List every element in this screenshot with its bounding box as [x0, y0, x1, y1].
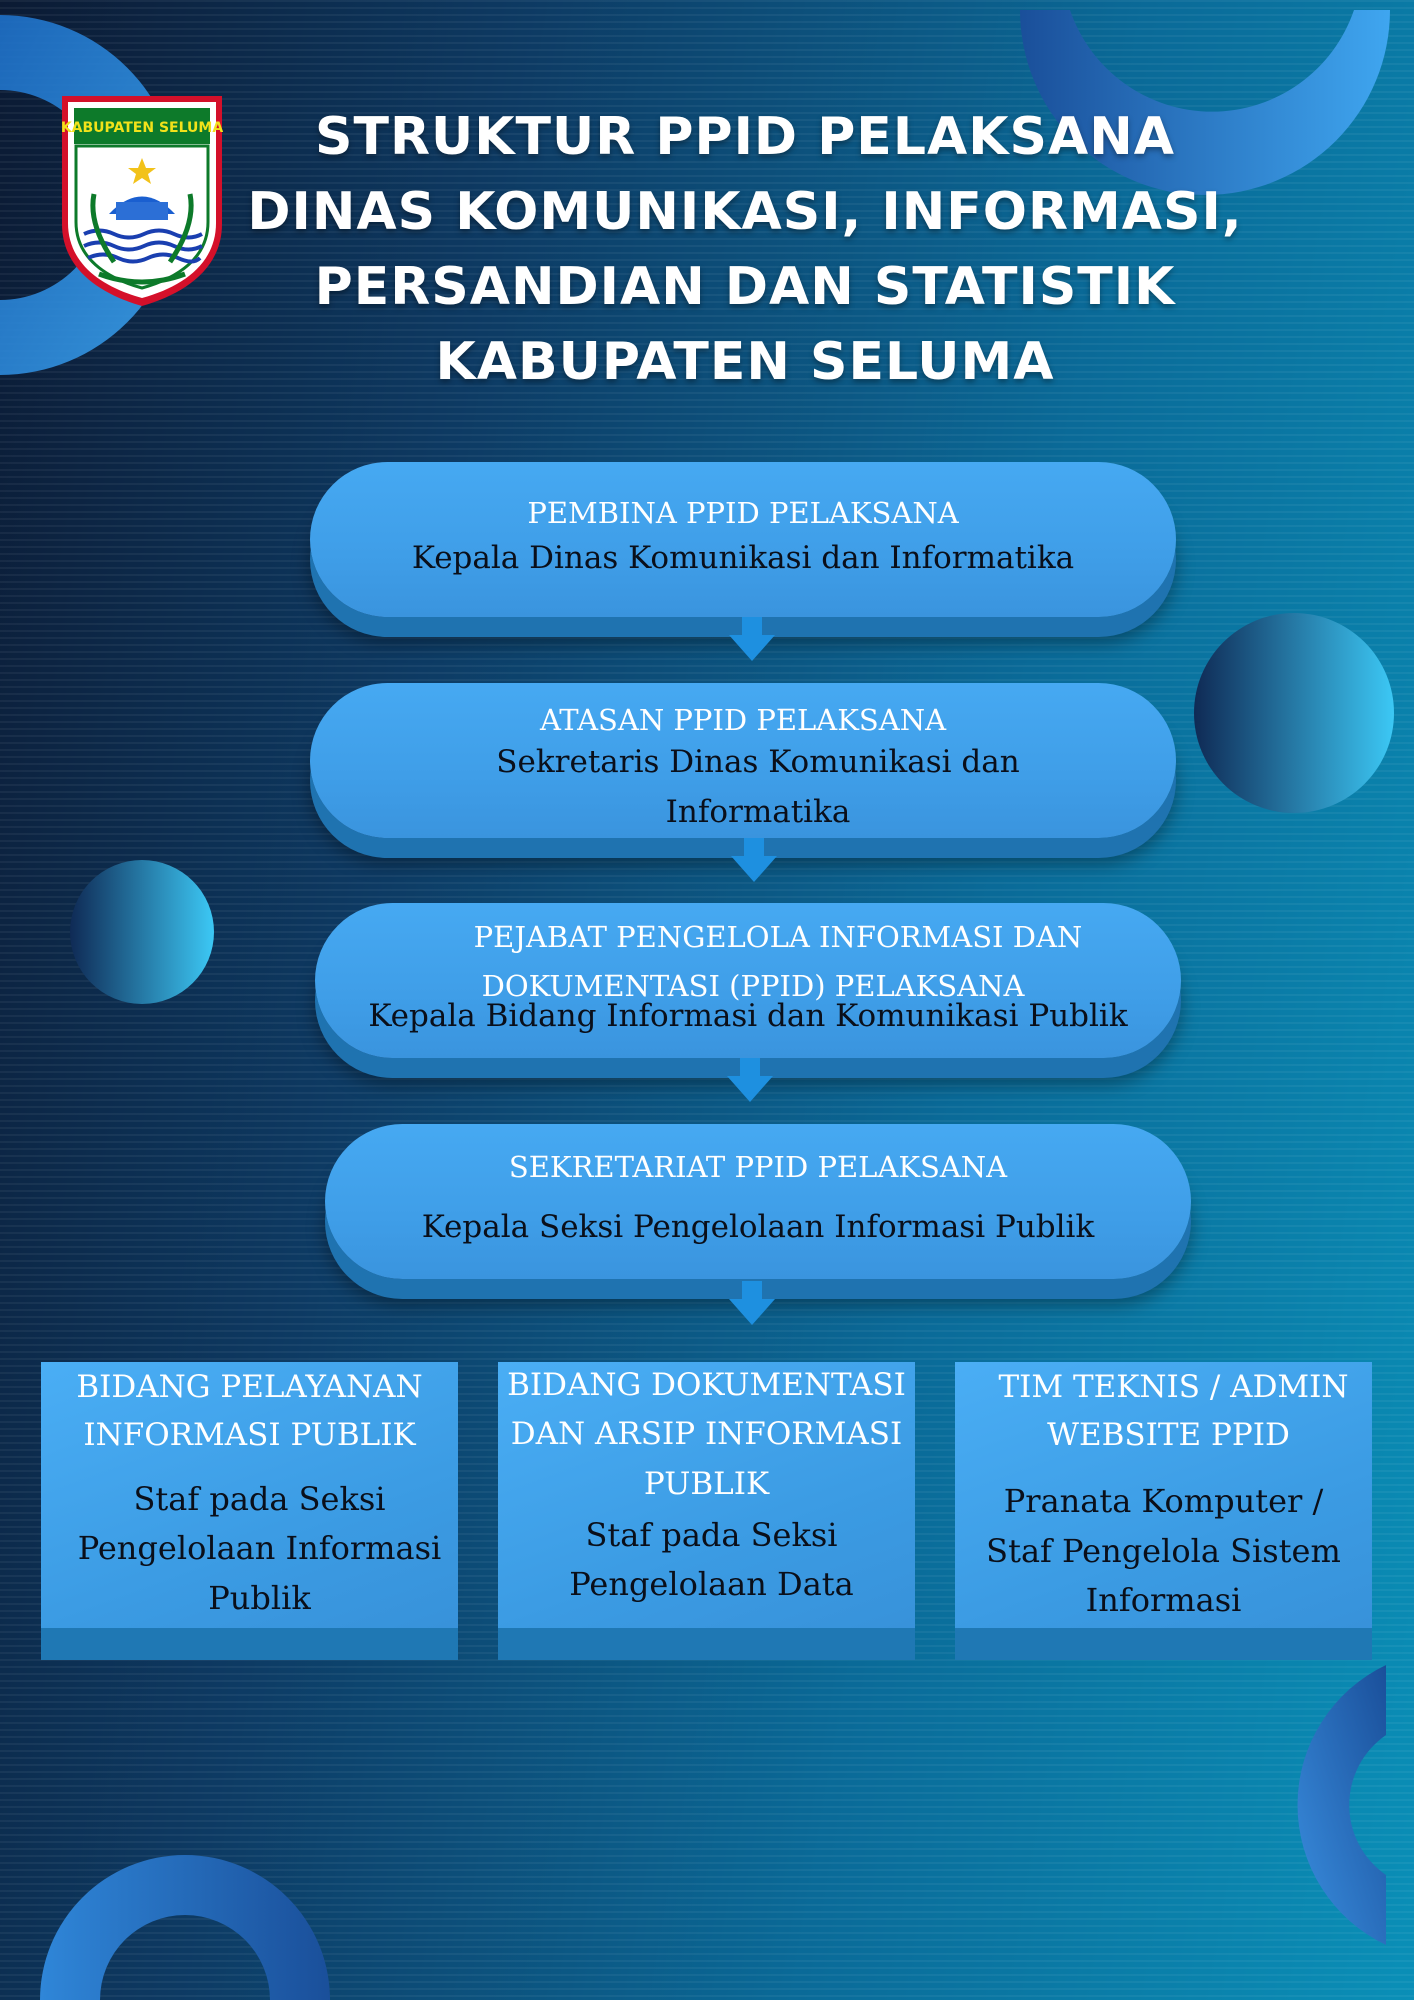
node-atasan-title: ATASAN PPID PELAKSANA	[539, 703, 947, 737]
node-ppid-title-2: DOKUMENTASI (PPID) PELAKSANA	[481, 969, 1025, 1003]
decor-arc-bottom-left	[40, 1840, 340, 2000]
unit-pelayanan	[41, 1362, 458, 1660]
node-ppid	[315, 903, 1181, 1058]
node-atasan	[310, 683, 1176, 838]
node-pembina-sub: Kepala Dinas Komunikasi dan Informatika	[411, 540, 1075, 576]
unit-tim-teknis-title-1: TIM TEKNIS / ADMIN	[998, 1369, 1349, 1405]
decor-circle-right	[1193, 612, 1395, 814]
kabupaten-seluma-logo	[54, 84, 230, 309]
node-pembina	[310, 462, 1176, 617]
unit-pelayanan-title-2: INFORMASI PUBLIK	[83, 1417, 416, 1453]
unit-dokumentasi-sub-2: Pengelolaan Data	[569, 1565, 854, 1603]
arrow-down-2	[731, 838, 777, 884]
unit-pelayanan-sub-1: Staf pada Seksi	[133, 1480, 386, 1518]
title-line-3: PERSANDIAN DAN STATISTIK	[314, 257, 1176, 317]
arrow-down-3	[727, 1058, 773, 1104]
unit-dokumentasi-title-3: PUBLIK	[643, 1466, 770, 1502]
node-pembina-title: PEMBINA PPID PELAKSANA	[527, 496, 959, 530]
title-line-2: DINAS KOMUNIKASI, INFORMASI,	[247, 182, 1243, 242]
unit-tim-teknis	[955, 1362, 1372, 1660]
node-sekretariat-title: SEKRETARIAT PPID PELAKSANA	[508, 1150, 1008, 1184]
title-line-4: KABUPATEN SELUMA	[435, 332, 1055, 392]
unit-tim-teknis-sub-2: Staf Pengelola Sistem	[986, 1532, 1341, 1570]
unit-tim-teknis-title-2: WEBSITE PPID	[1047, 1417, 1290, 1453]
decor-arc-bottom-right	[1240, 1660, 1414, 2000]
arrow-down-1	[729, 617, 775, 663]
unit-pelayanan-sub-3: Publik	[208, 1579, 311, 1617]
arrow-down-4	[729, 1281, 775, 1327]
unit-pelayanan-title-1: BIDANG PELAYANAN	[76, 1369, 423, 1405]
title-line-1: STRUKTUR PPID PELAKSANA	[315, 107, 1175, 167]
unit-dokumentasi-title-1: BIDANG DOKUMENTASI	[507, 1367, 906, 1403]
node-sekretariat-sub: Kepala Seksi Pengelolaan Informasi Publik	[421, 1209, 1095, 1245]
page-title	[230, 100, 1260, 400]
unit-tim-teknis-sub-1: Pranata Komputer /	[1003, 1482, 1324, 1520]
unit-dokumentasi	[498, 1362, 915, 1660]
unit-tim-teknis-sub-3: Informasi	[1085, 1581, 1242, 1619]
node-atasan-sub-1: Sekretaris Dinas Komunikasi dan	[496, 744, 1020, 780]
unit-dokumentasi-sub-1: Staf pada Seksi	[585, 1516, 838, 1554]
node-ppid-title-1: PEJABAT PENGELOLA INFORMASI DAN	[473, 920, 1083, 954]
node-sekretariat	[325, 1124, 1191, 1279]
node-ppid-sub: Kepala Bidang Informasi dan Komunikasi Publik	[368, 998, 1128, 1034]
svg-text:KABUPATEN SELUMA: KABUPATEN SELUMA	[60, 120, 224, 136]
unit-pelayanan-sub-2: Pengelolaan Informasi	[77, 1529, 442, 1567]
decor-circle-left	[70, 860, 215, 1005]
unit-dokumentasi-title-2: DAN ARSIP INFORMASI	[510, 1416, 903, 1452]
node-atasan-sub-2: Informatika	[665, 794, 851, 830]
